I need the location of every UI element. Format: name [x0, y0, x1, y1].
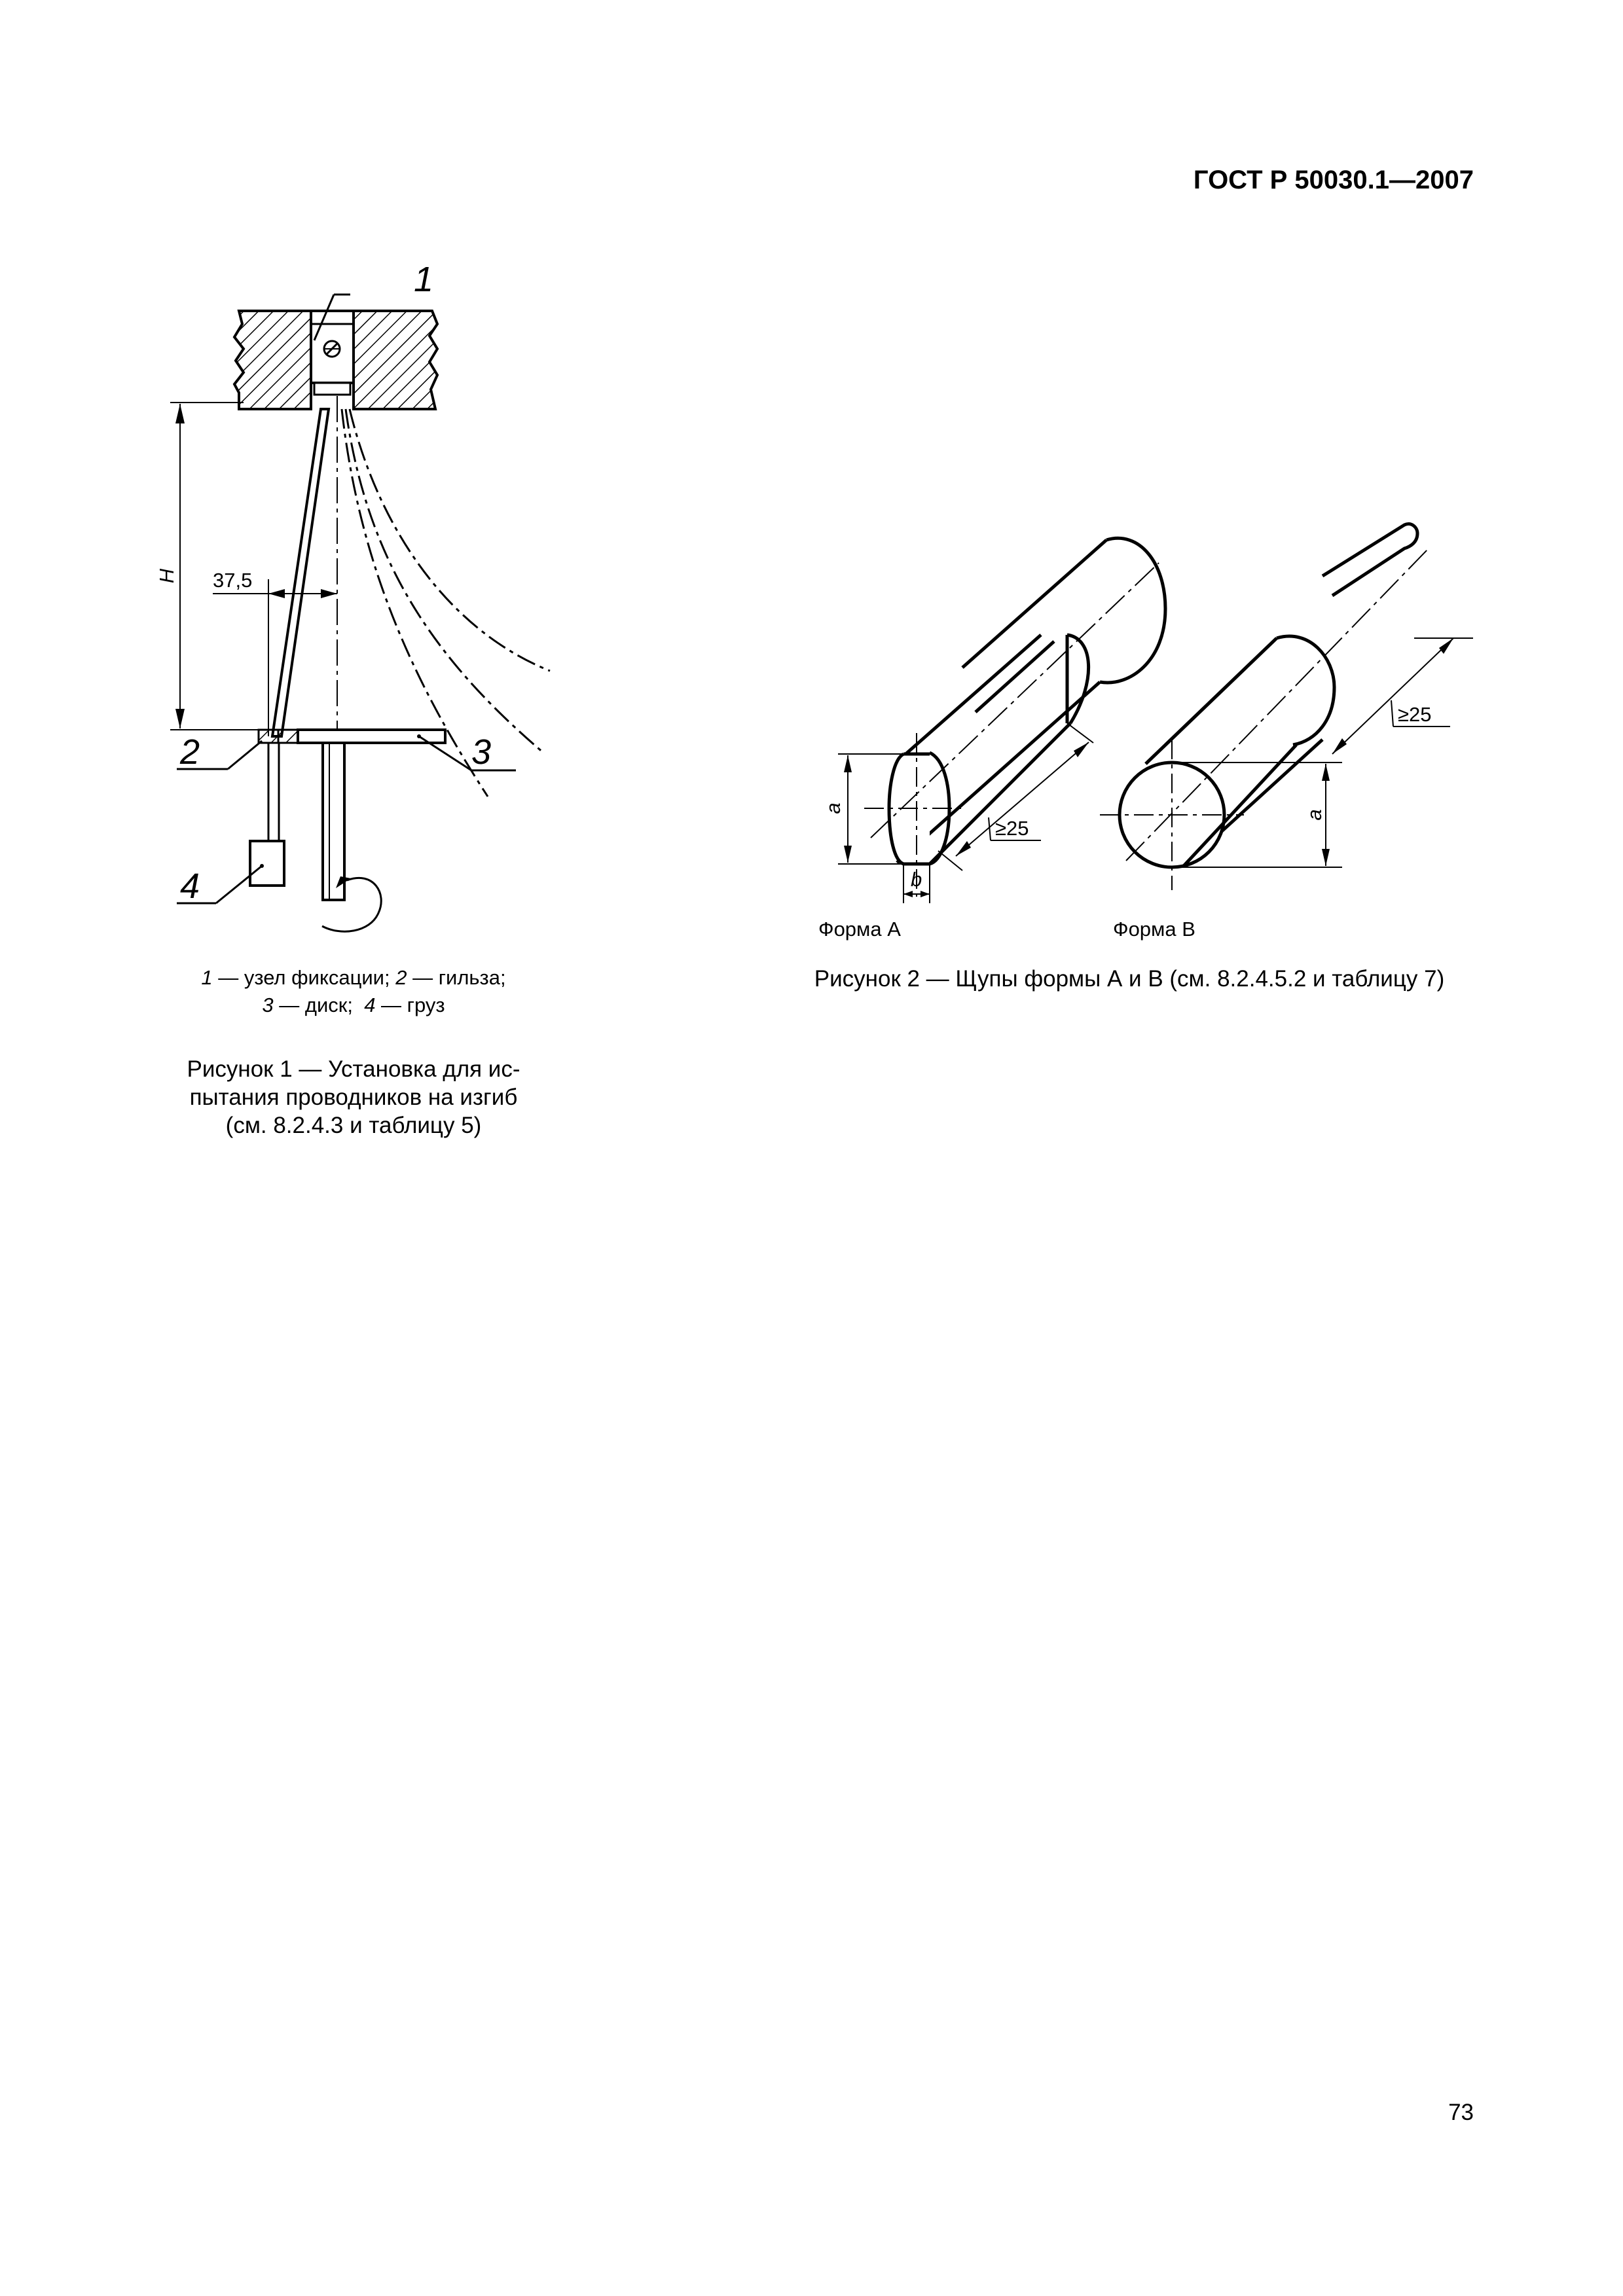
dimension-b: b — [911, 868, 922, 891]
legend-line-2 — [131, 992, 576, 1019]
label-part-3: 3 — [471, 732, 492, 772]
caption-line: (см. 8.2.4.3 и таблицу 5) — [225, 1113, 482, 1138]
dimension-37-5-label: 37,5 — [213, 569, 253, 592]
label-part-2: 2 — [180, 732, 200, 772]
clamping-block — [234, 311, 437, 409]
standard-header: ГОСТ Р 50030.1—2007 — [1193, 166, 1474, 194]
page-number: 73 — [1448, 2100, 1474, 2125]
legend-text-3: — диск; — [273, 994, 365, 1016]
weight — [250, 841, 284, 886]
label-form-a: Форма А — [818, 918, 901, 941]
legend-num-1: 1 — [201, 966, 213, 989]
legend-text-2: — гильза; — [407, 966, 506, 989]
legend-text-1: — узел фиксации; — [212, 966, 396, 989]
label-part-4: 4 — [180, 867, 200, 906]
figure-2-probes — [773, 511, 1493, 956]
legend-line-1 — [131, 964, 576, 992]
probe-form-a — [818, 538, 1165, 941]
disc — [298, 730, 445, 743]
dimension-length-form-a: ≥25 — [995, 817, 1029, 840]
caption-line: Рисунок 1 — Установка для ис- — [187, 1056, 520, 1082]
label-part-1: 1 — [414, 260, 434, 299]
caption-line: пытания проводников на изгиб — [189, 1085, 518, 1110]
figure-1-legend — [131, 964, 576, 1019]
figure-1-bending-test-setup — [144, 232, 576, 959]
dimension-h-label: H — [155, 568, 178, 584]
label-form-b: Форма В — [1113, 918, 1195, 941]
dimension-length-form-b: ≥25 — [1398, 703, 1432, 726]
legend-num-4: 4 — [364, 994, 376, 1016]
figure-1-caption — [131, 1055, 576, 1139]
legend-num-3: 3 — [262, 994, 274, 1016]
legend-text-4: — груз — [375, 994, 445, 1016]
legend-num-2: 2 — [395, 966, 407, 989]
dimension-a-form-a: a — [822, 802, 845, 814]
figure-2-caption: Рисунок 2 — Щупы формы А и В (см. 8.2.4.5.2 и таблицу 7) — [814, 966, 1445, 992]
dimension-a-form-b: a — [1303, 809, 1326, 821]
